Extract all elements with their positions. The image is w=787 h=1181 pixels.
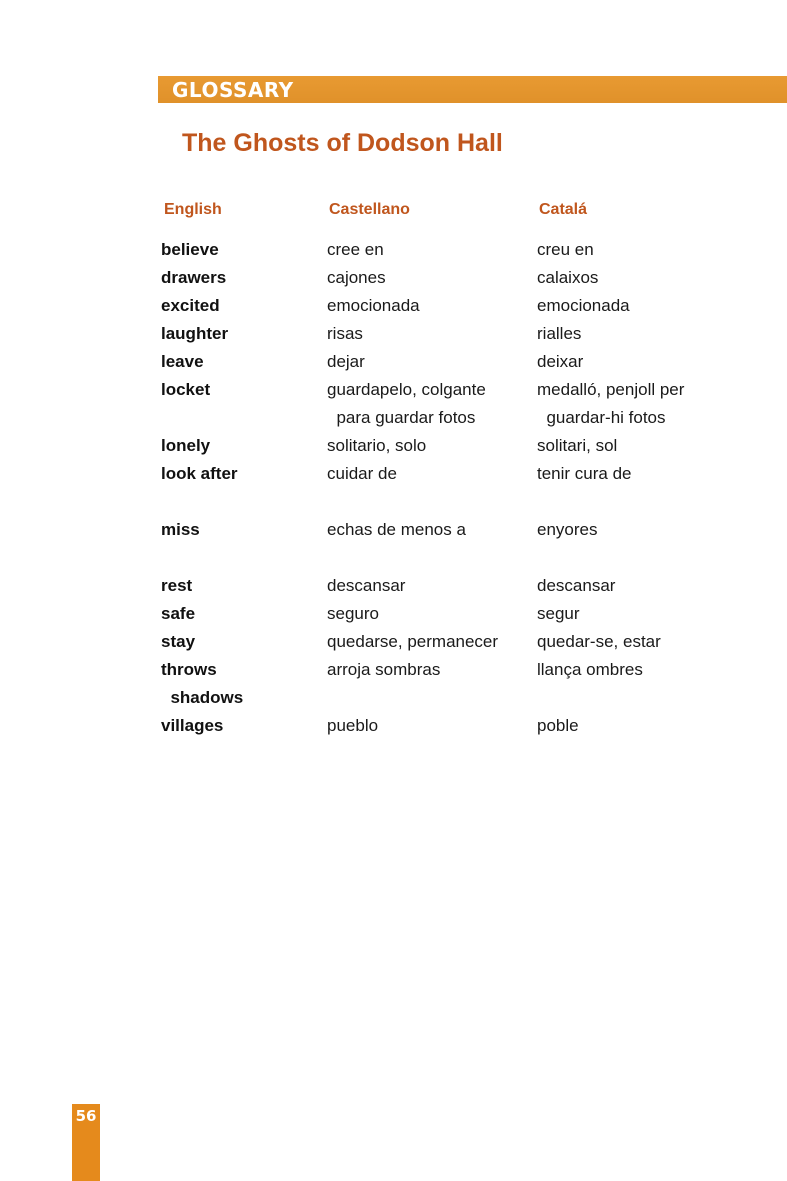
- glossary-row-look-after: [161, 460, 761, 488]
- column-header-english: English: [164, 201, 222, 218]
- english-term: stay: [161, 632, 196, 651]
- english-term: look after: [161, 464, 238, 483]
- glossary-row-excited: [161, 292, 761, 320]
- catala-translation: calaixos: [537, 268, 599, 287]
- castellano-translation: cajones: [327, 268, 386, 287]
- catala-translation: enyores: [537, 520, 598, 539]
- glossary-row-miss: [161, 516, 761, 544]
- catala-translation: rialles: [537, 324, 582, 343]
- castellano-translation: descansar: [327, 576, 406, 595]
- column-header-catala: Catalá: [539, 201, 588, 218]
- english-term: excited: [161, 296, 220, 315]
- glossary-row-drawers: [161, 264, 761, 292]
- catala-translation: llança ombres: [537, 660, 643, 679]
- catala-translation: solitari, sol: [537, 436, 618, 455]
- glossary-banner: [158, 76, 787, 103]
- column-header-castellano: Castellano: [329, 201, 410, 218]
- glossary-row-safe: [161, 600, 761, 628]
- catala-translation: tenir cura de: [537, 464, 632, 483]
- catala-translation: segur: [537, 604, 580, 623]
- catala-translation: poble: [537, 716, 579, 735]
- glossary-row-believe: [161, 236, 761, 264]
- glossary-row-locket: [161, 376, 761, 432]
- english-term: miss: [161, 520, 200, 539]
- english-term: leave: [161, 352, 204, 371]
- castellano-translation: dejar: [327, 352, 365, 371]
- english-term: safe: [161, 604, 196, 623]
- castellano-translation: guardapelo, colgante para guardar fotos: [327, 380, 486, 427]
- glossary-row-stay: [161, 628, 761, 656]
- page-title: The Ghosts of Dodson Hall: [182, 129, 503, 157]
- english-term: believe: [161, 240, 219, 259]
- castellano-translation: cree en: [327, 240, 384, 259]
- english-term: rest: [161, 576, 193, 595]
- castellano-translation: quedarse, permanecer: [327, 632, 499, 651]
- catala-translation: medalló, penjoll per guardar-hi fotos: [537, 380, 685, 427]
- glossary-row-throws-shadows: [161, 656, 761, 712]
- english-term: villages: [161, 716, 224, 735]
- castellano-translation: emocionada: [327, 296, 420, 315]
- glossary-row-lonely: [161, 432, 761, 460]
- catala-translation: descansar: [537, 576, 616, 595]
- castellano-translation: seguro: [327, 604, 379, 623]
- glossary-table: [161, 236, 761, 740]
- castellano-translation: risas: [327, 324, 363, 343]
- english-term: laughter: [161, 324, 229, 343]
- catala-translation: deixar: [537, 352, 584, 371]
- castellano-translation: cuidar de: [327, 464, 397, 483]
- catala-translation: quedar-se, estar: [537, 632, 661, 651]
- catala-translation: creu en: [537, 240, 594, 259]
- catala-translation: emocionada: [537, 296, 630, 315]
- page-number: 56: [75, 1107, 97, 1125]
- castellano-translation: pueblo: [327, 716, 379, 735]
- english-term: lonely: [161, 436, 211, 455]
- english-term: drawers: [161, 268, 227, 287]
- castellano-translation: echas de menos a: [327, 520, 466, 539]
- glossary-row-leave: [161, 348, 761, 376]
- glossary-row-rest: [161, 572, 761, 600]
- page-number-tab: [72, 1104, 100, 1181]
- english-term: throws shadows: [161, 660, 244, 707]
- glossary-row-laughter: [161, 320, 761, 348]
- english-term: locket: [161, 380, 211, 399]
- glossary-label: GLOSSARY: [172, 78, 294, 102]
- castellano-translation: solitario, solo: [327, 436, 427, 455]
- glossary-row-villages: [161, 712, 761, 740]
- castellano-translation: arroja sombras: [327, 660, 441, 679]
